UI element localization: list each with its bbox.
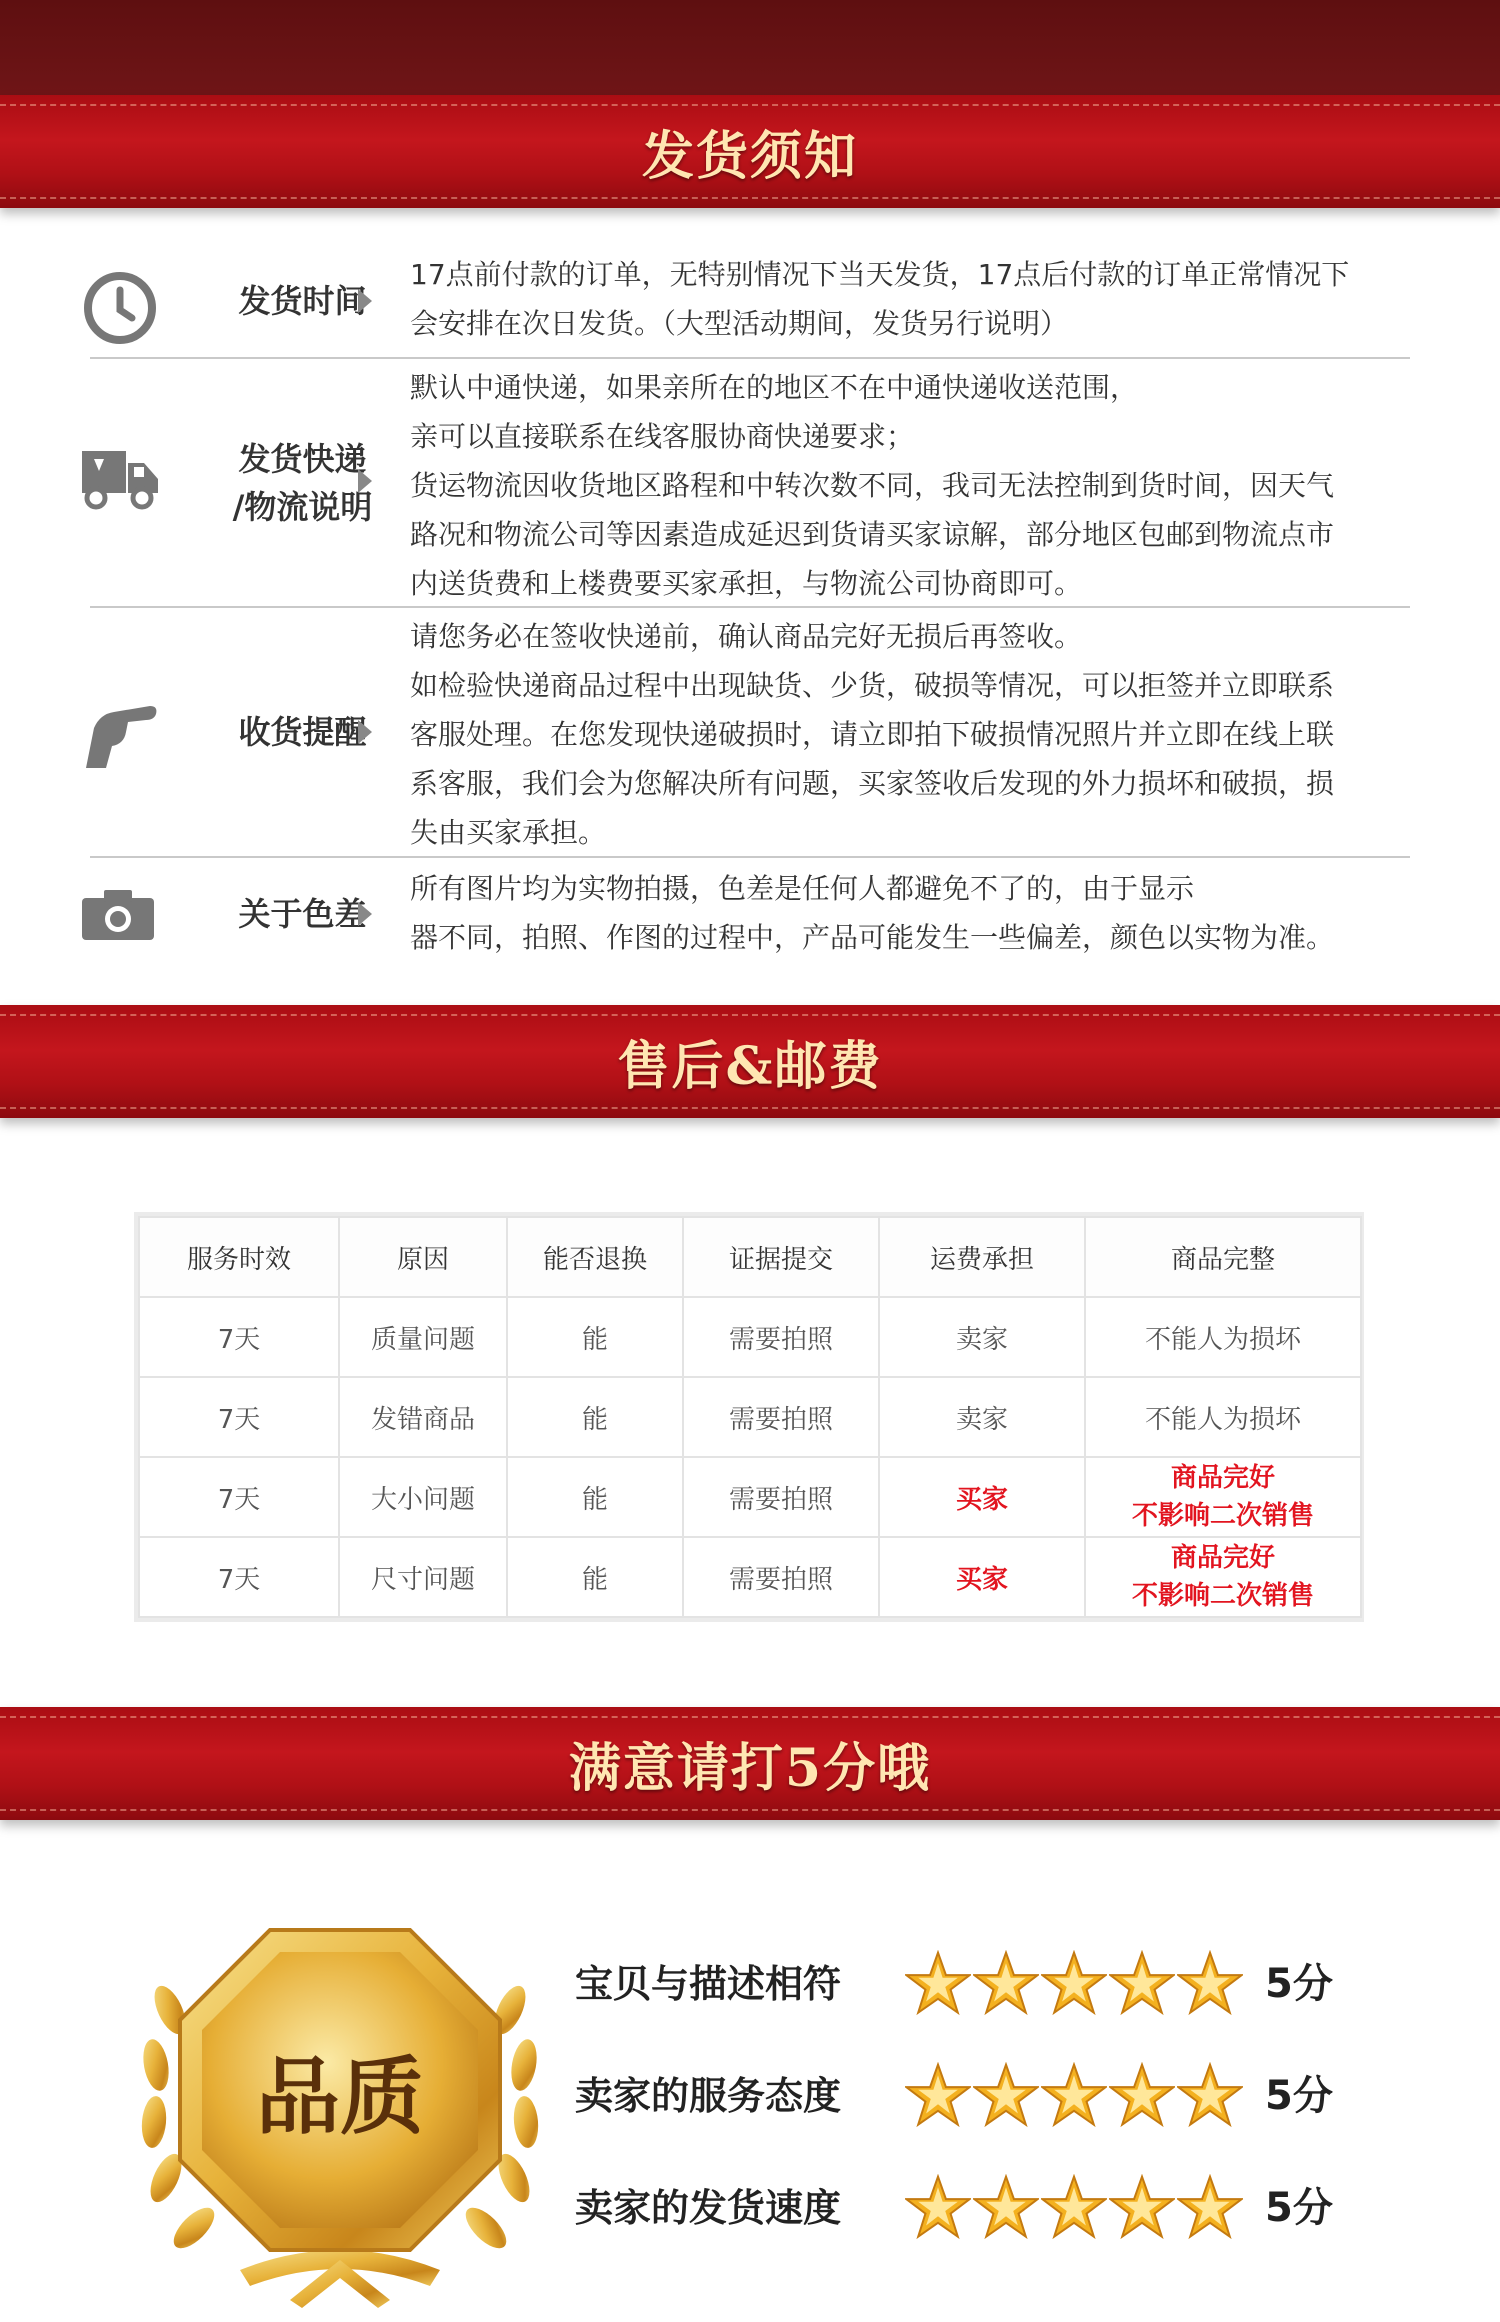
table-cell: 需要拍照 bbox=[683, 1537, 879, 1617]
star-icon bbox=[1177, 2174, 1243, 2240]
table-header-row bbox=[139, 1217, 1361, 1297]
notice-line: 如检验快递商品过程中出现缺货、少货，破损等情况，可以拒签并立即联系 bbox=[410, 669, 1335, 702]
shipping-title: 发货须知 bbox=[641, 126, 858, 187]
table-cell: 不能人为损坏 bbox=[1085, 1297, 1361, 1377]
chevron-right-icon bbox=[358, 720, 372, 744]
notice-line: 器不同，拍照、作图的过程中，产品可能发生一些偏差，颜色以实物为准。 bbox=[410, 921, 1335, 954]
clock-icon bbox=[80, 268, 160, 348]
rating-row bbox=[575, 2056, 1355, 2136]
notice-line: 所有图片均为实物拍摄，色差是任何人都避免不了的，由于显示 bbox=[410, 872, 1195, 905]
table-cell: 能 bbox=[507, 1537, 683, 1617]
table-cell: 7天 bbox=[139, 1297, 339, 1377]
notice-label: 收货提醒 bbox=[238, 713, 367, 751]
table-cell: 需要拍照 bbox=[683, 1297, 879, 1377]
notice-color bbox=[80, 864, 1410, 964]
table-row bbox=[139, 1297, 1361, 1377]
divider bbox=[90, 856, 1410, 858]
notice-line: 默认中通快递，如果亲所在的地区不在中通快递收送范围， bbox=[410, 371, 1139, 404]
table-cell: 7天 bbox=[139, 1537, 339, 1617]
hand-icon bbox=[80, 692, 160, 772]
notice-line: 客服处理。在您发现快递破损时，请立即拍下破损情况照片并立即在线上联 bbox=[410, 718, 1335, 751]
table-row bbox=[139, 1537, 1361, 1617]
notice-line: 亲可以直接联系在线客服协商快递要求； bbox=[410, 420, 915, 453]
notice-label-line: 发货快递 bbox=[238, 440, 367, 478]
table-cell: 能 bbox=[507, 1457, 683, 1537]
table-cell: 发错商品 bbox=[339, 1377, 507, 1457]
cell-line: 不影响二次销售 bbox=[1131, 1581, 1314, 1611]
rating-title: 满意请打5分哦 bbox=[568, 1738, 932, 1799]
star-icon bbox=[1041, 2062, 1107, 2128]
star-icon bbox=[905, 1950, 971, 2016]
star-icon bbox=[905, 2174, 971, 2240]
notice-shipping-time bbox=[80, 250, 1410, 350]
rating-stars bbox=[905, 1950, 1245, 2018]
table-header: 证据提交 bbox=[683, 1217, 879, 1297]
top-bar bbox=[0, 0, 1500, 95]
notice-label: 发货时间 bbox=[238, 282, 367, 320]
rating-row bbox=[575, 1944, 1355, 2024]
quality-badge-icon bbox=[130, 1890, 550, 2310]
notice-line: 路况和物流公司等因素造成延迟到货请买家谅解，部分地区包邮到物流点市 bbox=[410, 518, 1335, 551]
table-header: 商品完整 bbox=[1085, 1217, 1361, 1297]
rating-banner bbox=[0, 1707, 1500, 1820]
table-cell-highlight: 买家 bbox=[879, 1537, 1085, 1617]
table-cell-highlight bbox=[1085, 1457, 1361, 1537]
table-row bbox=[139, 1377, 1361, 1457]
table-cell: 卖家 bbox=[879, 1297, 1085, 1377]
chevron-right-icon bbox=[358, 289, 372, 313]
cell-line: 不影响二次销售 bbox=[1131, 1501, 1314, 1531]
table-cell-highlight bbox=[1085, 1537, 1361, 1617]
rating-stars bbox=[905, 2062, 1245, 2130]
notice-line: 会安排在次日发货。（大型活动期间，发货另行说明） bbox=[410, 307, 1069, 340]
divider bbox=[90, 606, 1410, 608]
notice-receipt bbox=[80, 612, 1410, 857]
notice-line: 货运物流因收货地区路程和中转次数不同，我司无法控制到货时间，因天气 bbox=[410, 469, 1335, 502]
rating-score: 5分 bbox=[1265, 2073, 1333, 2119]
notice-text bbox=[410, 612, 1410, 857]
table-cell: 7天 bbox=[139, 1457, 339, 1537]
rating-label: 卖家的服务态度 bbox=[575, 2074, 842, 2118]
rating-label: 宝贝与描述相符 bbox=[575, 1962, 842, 2006]
cell-line: 商品完好 bbox=[1170, 1463, 1275, 1493]
aftersale-table-wrap bbox=[134, 1212, 1364, 1622]
aftersale-table bbox=[138, 1216, 1362, 1618]
aftersale-banner bbox=[0, 1005, 1500, 1118]
star-icon bbox=[973, 2174, 1039, 2240]
rating-stars bbox=[905, 2174, 1245, 2242]
notice-label-line: /物流说明 bbox=[232, 488, 373, 526]
star-icon bbox=[1177, 1950, 1243, 2016]
star-icon bbox=[1109, 1950, 1175, 2016]
notice-line: 请您务必在签收快递前，确认商品完好无损后再签收。 bbox=[410, 620, 1083, 653]
table-header: 原因 bbox=[339, 1217, 507, 1297]
table-cell: 大小问题 bbox=[339, 1457, 507, 1537]
chevron-right-icon bbox=[358, 469, 372, 493]
cell-line: 商品完好 bbox=[1170, 1543, 1275, 1573]
star-icon bbox=[1041, 2174, 1107, 2240]
notice-line: 失由买家承担。 bbox=[410, 816, 607, 849]
notice-line: 内送货费和上楼费要买家承担，与物流公司协商即可。 bbox=[410, 567, 1083, 600]
chevron-right-icon bbox=[358, 902, 372, 926]
shipping-banner bbox=[0, 95, 1500, 208]
star-icon bbox=[1109, 2062, 1175, 2128]
star-icon bbox=[1041, 1950, 1107, 2016]
notice-label bbox=[180, 435, 425, 531]
rating-score: 5分 bbox=[1265, 2185, 1333, 2231]
star-icon bbox=[905, 2062, 971, 2128]
table-header: 运费承担 bbox=[879, 1217, 1085, 1297]
aftersale-title: 售后&邮费 bbox=[617, 1036, 883, 1097]
table-cell: 卖家 bbox=[879, 1377, 1085, 1457]
table-cell: 质量问题 bbox=[339, 1297, 507, 1377]
notice-text bbox=[410, 250, 1410, 348]
table-cell: 能 bbox=[507, 1297, 683, 1377]
truck-icon bbox=[80, 443, 162, 513]
star-icon bbox=[1177, 2062, 1243, 2128]
rating-row bbox=[575, 2168, 1355, 2248]
table-header: 能否退换 bbox=[507, 1217, 683, 1297]
divider bbox=[90, 357, 1410, 359]
table-cell: 尺寸问题 bbox=[339, 1537, 507, 1617]
rating-label: 卖家的发货速度 bbox=[575, 2186, 842, 2230]
table-header: 服务时效 bbox=[139, 1217, 339, 1297]
star-icon bbox=[1109, 2174, 1175, 2240]
rating-score: 5分 bbox=[1265, 1961, 1333, 2007]
star-icon bbox=[973, 2062, 1039, 2128]
notice-text bbox=[410, 363, 1410, 608]
badge-text: 品质 bbox=[255, 2048, 425, 2146]
table-cell: 7天 bbox=[139, 1377, 339, 1457]
star-icon bbox=[973, 1950, 1039, 2016]
notice-line: 17点前付款的订单，无特别情况下当天发货，17点后付款的订单正常情况下 bbox=[410, 258, 1350, 291]
notice-logistics bbox=[80, 363, 1410, 603]
table-cell: 需要拍照 bbox=[683, 1377, 879, 1457]
notice-label: 关于色差 bbox=[238, 895, 367, 933]
camera-icon bbox=[80, 886, 156, 942]
table-cell-highlight: 买家 bbox=[879, 1457, 1085, 1537]
table-cell: 需要拍照 bbox=[683, 1457, 879, 1537]
table-cell: 不能人为损坏 bbox=[1085, 1377, 1361, 1457]
table-cell: 能 bbox=[507, 1377, 683, 1457]
notice-line: 系客服，我们会为您解决所有问题，买家签收后发现的外力损坏和破损，损 bbox=[410, 767, 1335, 800]
notice-text bbox=[410, 864, 1410, 962]
table-row bbox=[139, 1457, 1361, 1537]
